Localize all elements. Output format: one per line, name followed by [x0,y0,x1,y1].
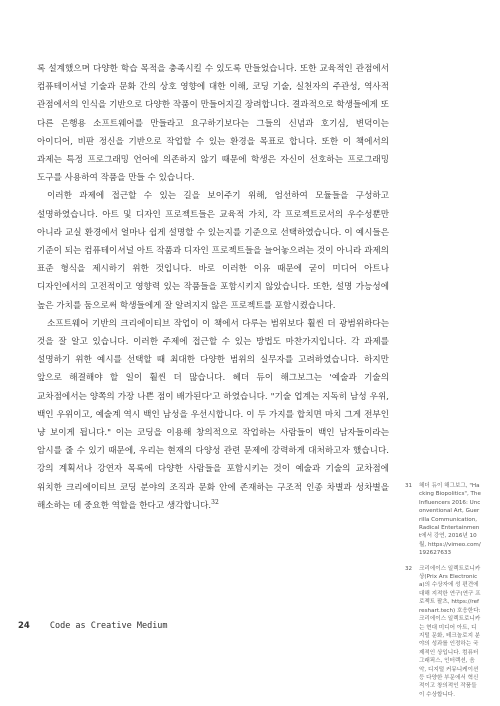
footnote [405,482,481,558]
sidenotes [405,482,481,706]
page-number: 24 [18,621,30,631]
main-text-column [37,60,389,515]
body-paragraph: 록 설계했으며 다양한 학습 목적을 충족시킬 수 있도록 만들었습니다. 또한 교육적인 관점에서 컴퓨테이셔널 기술과 문화 간의 상호 영향에 대한 이해, 코딩 기술, 실천자의 주관성, 역사적 관점에서의 인식을 기반으로 다양한 작품이 만들어지길 장려합니다. 결과적으로 학생들에게 또 다른 은행용 소프트웨어를 만들라고 요구하기보다는 그들의 신념과 호기심, 변덕이는 아이디어, 비판 정신을 기반으로 작업할 수 있는 환경을 목표로 합니다. 또한 이 책에서의 과제는 특정 프로그래밍 언어에 의존하지 않기 때문에 학생은 자신이 선호하는 프로그래밍 도구를 사용하여 작품을 만들 수 있습니다. [37,64,389,184]
page-footer [18,621,168,631]
running-title: Code as Creative Medium [49,621,168,631]
footnote-ref[interactable]: 32 [211,499,219,507]
body-paragraph [37,315,389,515]
footnote-number: 32 [405,565,413,572]
footnote [405,565,481,700]
footnote-text: 헤더 듀이 해그보그, "Hacking Biopolitics", The Influencers 2016: Unconventional Art, Guerrilla Communication, Radical Entertainment에서 강연, 2016년 10월, https://vimeo.com/192627633 [419,483,481,557]
body-paragraph: 이러한 과제에 접근할 수 있는 길을 보이주기 위해, 엄선하여 모듈들을 구성하고 설명하였습니다. 아트 및 디자인 프로젝트들은 교육적 가치, 각 프로젝트로서의 우수성뿐만 아니라 교실 환경에서 얼마나 쉽게 설명할 수 있는지를 기준으로 선택하였습니다. 이 예시들은 기준이 되는 컴퓨테이셔널 아트 작품과 디자인 프로젝트들을 늘어놓으려는 것이 아니라 과제의 표준 형식을 제시하기 위한 것입니다. 바로 이러한 이유 때문에 굳이 미디어 아트나 디자인에서의 고전적이고 영향력 있는 작품들을 포함시키지 않았습니다. 또한, 설명 가능성에 높은 가치를 둠으로써 학생들에게 잘 알려지지 않은 프로젝트를 포함시켰습니다. [37,191,389,311]
footnote-number: 31 [405,483,413,489]
footnote-text: 크리에이스 일렉트로니카 상(Prix Ars Electronica)의 수상자에 성 편견에 대해 지적한 연구(연구 프로젝트 팔츠, https://refreshart.tech) 호응한다: 크리에이스 일렉트로니카는 현대 미디어 아트, 디지털 문화, 테크놀로지 분야의 성과를 인정하는 국제적인 상입니다. 컴퓨터 그래픽스, 인터랙션, 음악, 디지털 커뮤니케이션 등 다양한 부문에서 혁신적이고 창의적인 작품들이 수상합니다. [419,565,481,698]
paragraph-text: 소프트웨어 기반의 크리에이티브 작업이 이 책에서 다루는 범위보다 훨씬 더 광범위하다는 것을 잘 알고 있습니다. 이러한 주제에 접근할 수 있는 방법도 마찬가지입니다. 각 과제를 설명하기 위한 예시를 선택할 때 최대한 다양한 범위의 실무자를 고려하였습니다. 하지만 앞으로 해결해야 할 일이 훨씬 더 많습니다. 헤더 듀이 해그보그는 '예술과 기술의 교차점에서는 양쪽의 가장 나쁜 점이 배가된다'고 하였습니다. "기술 업계는 지독히 남성 우위, 백인 우위이고, 예술계 역시 백인 남성을 우선시합니다. 이 두 가지를 합치면 마치 그게 전부인 냥 보이게 됩니다." 이는 코딩을 이용해 창의적으로 작업하는 사람들이 백인 남자들이라는 암시를 줄 수 있기 때문에, 우리는 현재의 다양성 관련 문제에 강력하게 대처하고자 했습니다. 강의 계획서나 강연자 목록에 다양한 사람들을 포함시키는 것이 예술과 기술의 교차점에 위치한 크리에이티브 코딩 분야의 조직과 문화 안에 존재하는 구조적 인종 차별과 성차별을 해소하는 데 중요한 역할을 한다고 생각합니다. [37,318,389,511]
